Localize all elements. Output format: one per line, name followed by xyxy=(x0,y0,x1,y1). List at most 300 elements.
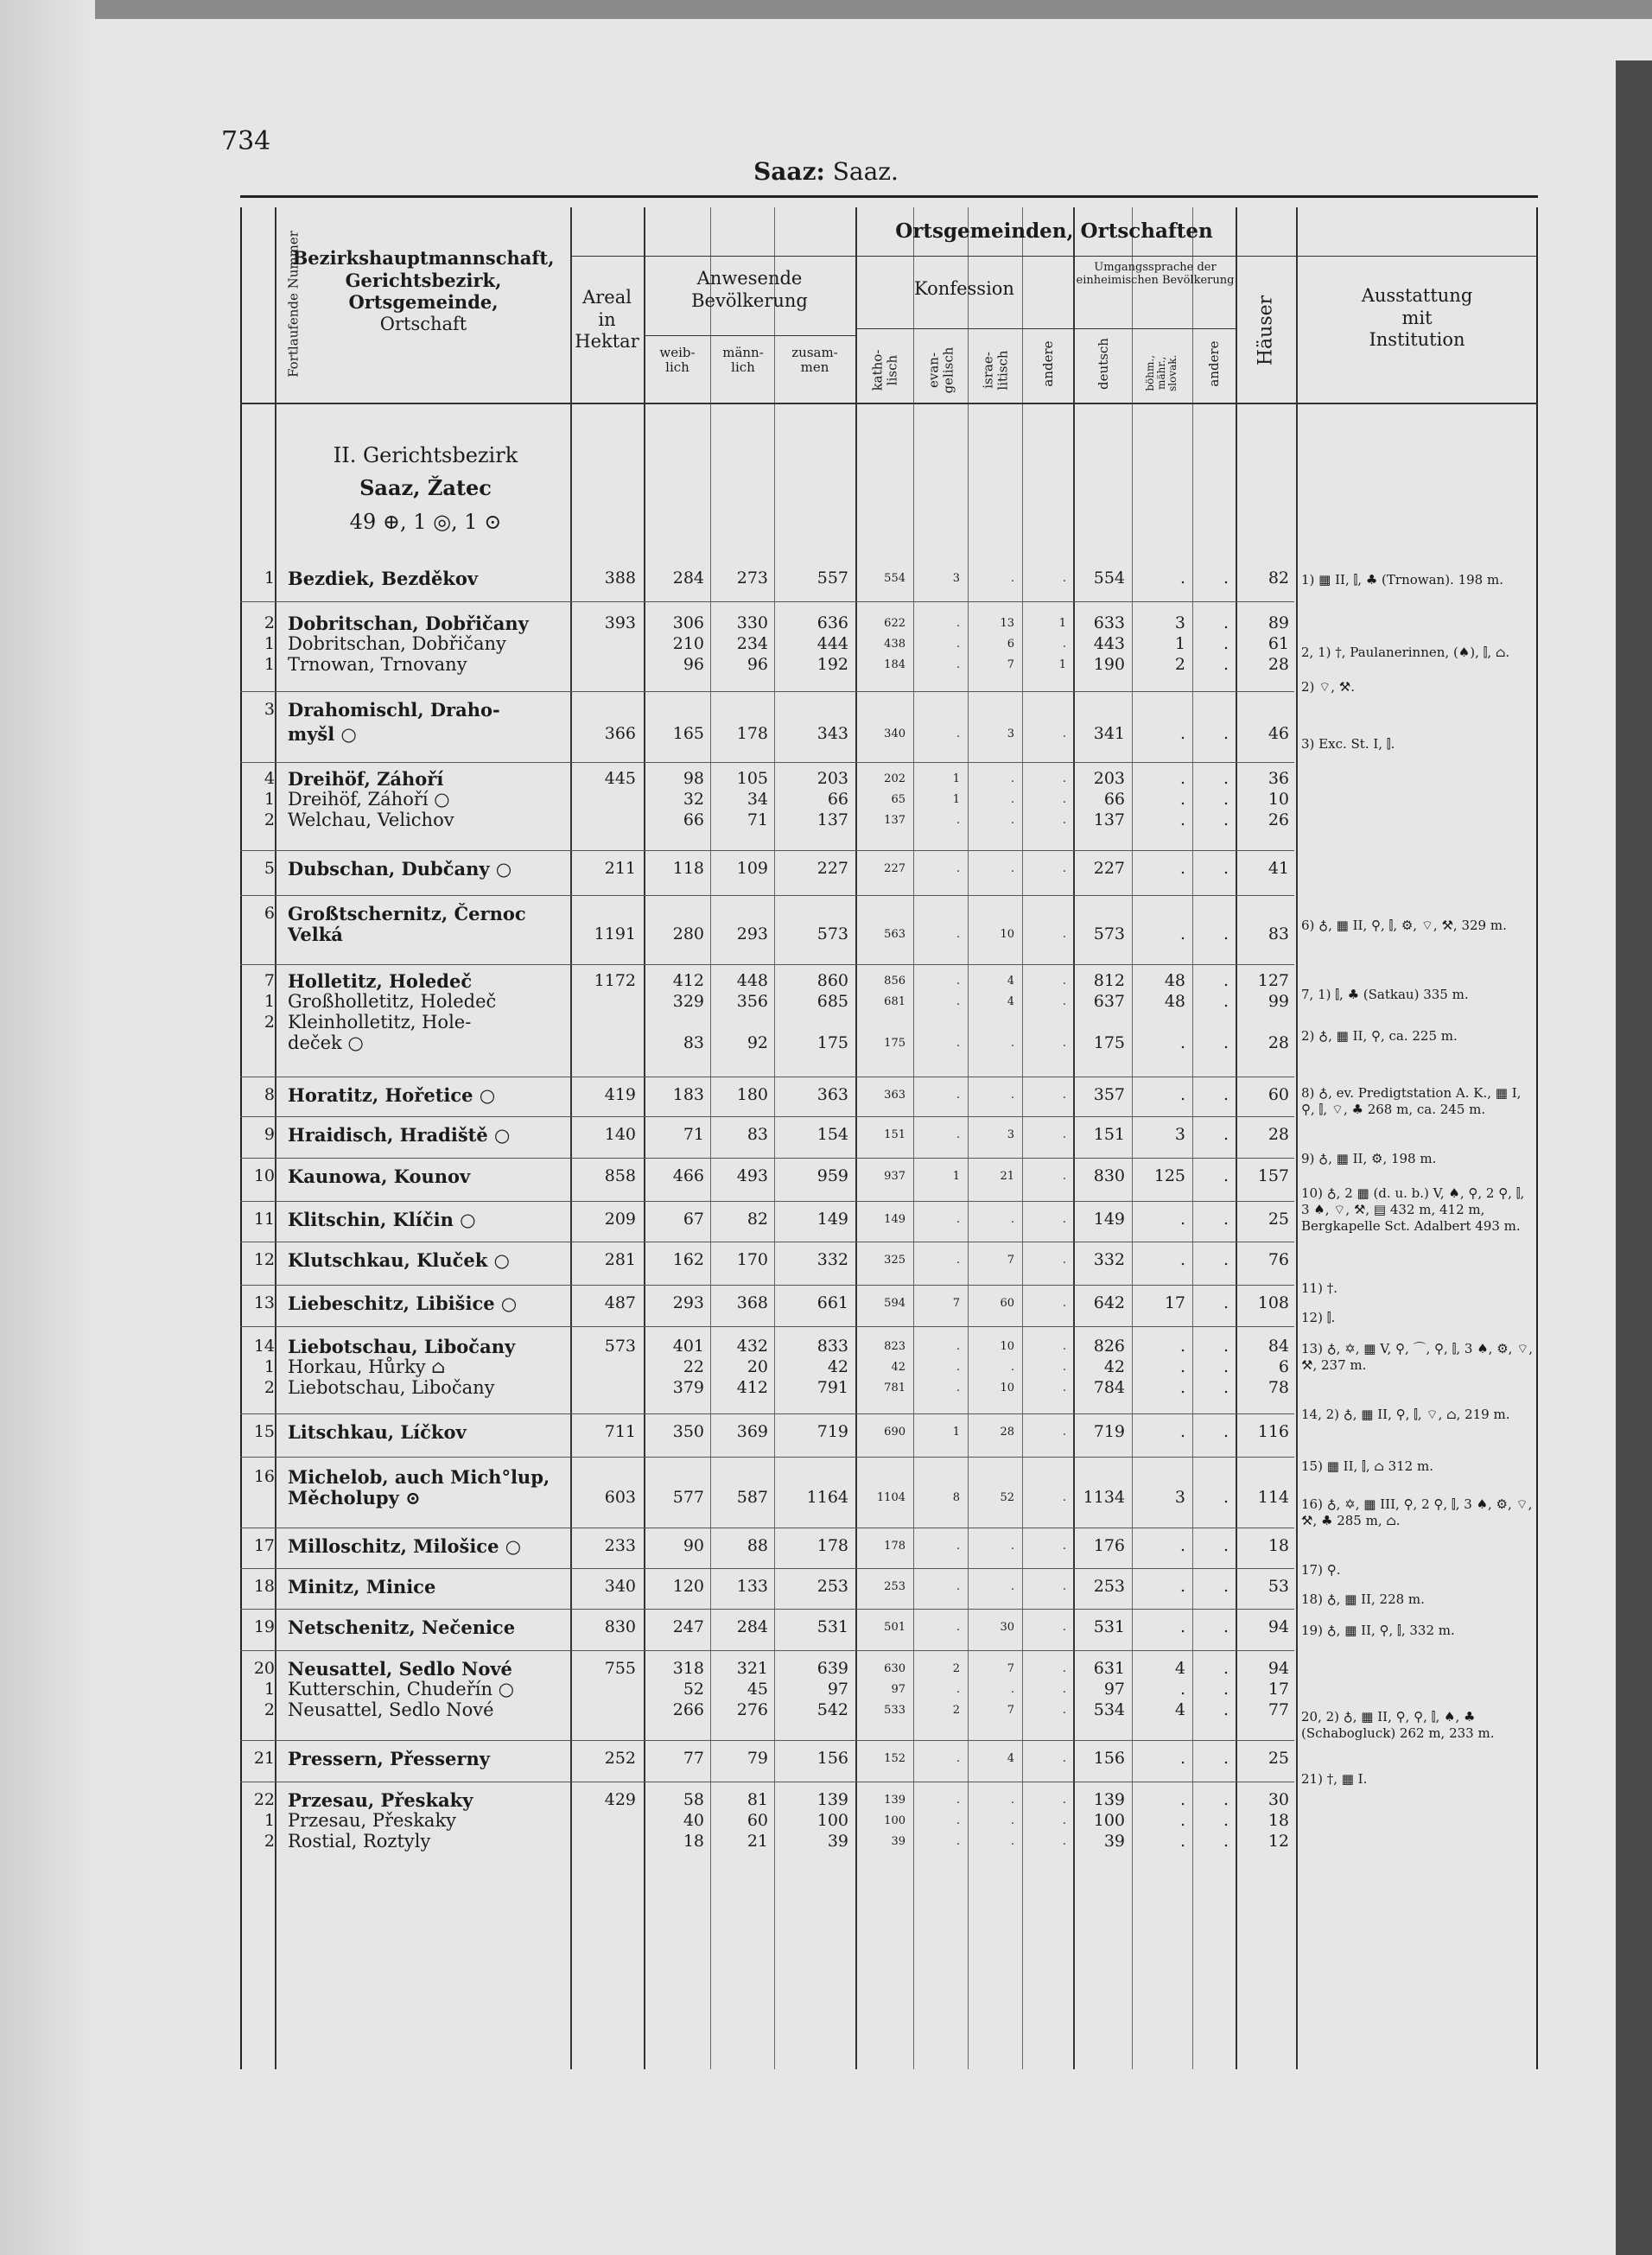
cell-area: 388 xyxy=(604,569,636,588)
amenity-note: 13) ♁, ✡, ▦ V, ⚲, ⌒, ⚲, ⫿, 3 ♠, ⚙, ⌔, ⚒, 237 m. xyxy=(1301,1341,1534,1373)
cell-isr: 3 xyxy=(1007,1128,1014,1141)
cell-h: 94 xyxy=(1268,1659,1289,1678)
amenity-note: 14, 2) ♁, ▦ II, ⚲, ⫿, ⌔, ⌂, 219 m. xyxy=(1301,1407,1510,1422)
row-number: 2 xyxy=(264,1013,275,1032)
cell-and: 1 xyxy=(1058,658,1066,671)
cell-f: 32 xyxy=(683,790,704,809)
cell-m: 180 xyxy=(736,1085,768,1104)
lang-czech-header: böhm., mähr., slovak. xyxy=(1144,354,1179,391)
cell-area: 1191 xyxy=(594,924,636,943)
cell-m: 21 xyxy=(747,1832,768,1851)
cell-t: 661 xyxy=(816,1293,848,1312)
cell-la: . xyxy=(1223,1749,1229,1768)
amenity-note: 21) †, ▦ I. xyxy=(1301,1771,1368,1787)
amenity-note: 9) ♁, ▦ II, ⚙, 198 m. xyxy=(1301,1151,1437,1166)
cell-de: 1134 xyxy=(1083,1488,1125,1507)
row-separator xyxy=(240,1285,1294,1286)
row-separator xyxy=(240,1568,1294,1569)
cell-kat: 630 xyxy=(884,1662,905,1675)
place-name: Hraidisch, Hradiště ○ xyxy=(288,1124,511,1146)
cell-f: 71 xyxy=(683,1125,704,1144)
cell-de: 534 xyxy=(1093,1700,1125,1719)
cell-de: 97 xyxy=(1103,1680,1125,1699)
cell-m: 34 xyxy=(747,790,768,809)
cell-isr: . xyxy=(1010,1580,1014,1593)
cell-la: . xyxy=(1223,1293,1229,1312)
cell-la: . xyxy=(1223,1536,1229,1555)
row-separator xyxy=(240,1413,1294,1414)
place-name: Liebotschau, Libočany xyxy=(288,1336,516,1357)
cell-cz: . xyxy=(1179,1617,1185,1636)
row-number: 7 xyxy=(264,971,275,990)
cell-la: . xyxy=(1223,1700,1229,1719)
cell-de: 227 xyxy=(1093,859,1125,878)
place-name: Neusattel, Sedlo Nové xyxy=(288,1658,512,1680)
cell-m: 368 xyxy=(736,1293,768,1312)
cell-t: 192 xyxy=(816,655,848,674)
row-separator xyxy=(240,850,1294,851)
cell-de: 784 xyxy=(1093,1378,1125,1397)
cell-kat: 178 xyxy=(884,1540,905,1553)
cell-isr: 28 xyxy=(1000,1426,1014,1439)
table-row xyxy=(240,1749,1538,1769)
row-number: 8 xyxy=(264,1085,275,1104)
cell-isr: 7 xyxy=(1007,1704,1014,1717)
district-line-4: Ortschaft xyxy=(379,313,467,334)
cell-la: . xyxy=(1223,1790,1229,1809)
amenity-note: 2) ♁, ▦ II, ⚲, ca. 225 m. xyxy=(1301,1028,1458,1044)
cell-cz: 48 xyxy=(1164,971,1185,990)
row-number: 2 xyxy=(264,1700,275,1719)
cell-h: 17 xyxy=(1268,1680,1289,1699)
cell-isr: 10 xyxy=(1000,1382,1014,1394)
cell-and: . xyxy=(1062,727,1066,740)
cell-cz: . xyxy=(1179,1085,1185,1104)
row-number: 2 xyxy=(264,1832,275,1851)
cell-cz: . xyxy=(1179,810,1185,829)
cell-area: 140 xyxy=(604,1125,636,1144)
place-name: Liebeschitz, Libišice ○ xyxy=(288,1293,518,1314)
cell-cz: . xyxy=(1179,1680,1185,1699)
cell-area: 445 xyxy=(604,769,636,788)
cell-ev: . xyxy=(956,814,960,827)
cell-and: . xyxy=(1062,1621,1066,1634)
cell-de: 42 xyxy=(1103,1357,1125,1376)
cell-de: 631 xyxy=(1093,1659,1125,1678)
row-number: 1 xyxy=(264,1357,275,1376)
cell-la: . xyxy=(1223,1125,1229,1144)
place-name: Przesau, Přeskaky xyxy=(288,1789,473,1811)
table-row xyxy=(240,1166,1538,1186)
cell-and: . xyxy=(1062,1089,1066,1102)
cell-f: 247 xyxy=(672,1617,704,1636)
cell-and: . xyxy=(1062,928,1066,941)
cell-and: . xyxy=(1062,1835,1066,1848)
cell-t: 833 xyxy=(816,1337,848,1356)
cell-isr: . xyxy=(1010,862,1014,875)
district-line-3: Ortsgemeinde, xyxy=(348,291,499,314)
row-number: 14 xyxy=(253,1337,275,1356)
cell-f: 22 xyxy=(683,1357,704,1376)
cell-f: 577 xyxy=(672,1488,704,1507)
place-name: Měcholupy ⊙ xyxy=(288,1487,421,1509)
cell-kat: 137 xyxy=(884,814,905,827)
cell-cz: . xyxy=(1179,1577,1185,1596)
row-number: 15 xyxy=(253,1422,275,1441)
cell-kat: 340 xyxy=(884,727,905,740)
cell-ev: . xyxy=(956,1814,960,1827)
cell-kat: 202 xyxy=(884,772,905,785)
cell-de: 812 xyxy=(1093,971,1125,990)
place-name: Dreihöf, Záhoří ○ xyxy=(288,789,450,810)
cell-t: 66 xyxy=(827,790,848,809)
place-name: Großtschernitz, Černoc xyxy=(288,903,526,924)
cell-f: 183 xyxy=(672,1085,704,1104)
cell-t: 100 xyxy=(816,1811,848,1830)
table-row xyxy=(240,1422,1538,1442)
amenities-line-3: Institution xyxy=(1369,329,1465,351)
cell-ev: . xyxy=(956,1580,960,1593)
cell-isr: 4 xyxy=(1007,995,1014,1008)
cell-de: 149 xyxy=(1093,1210,1125,1229)
cell-and: . xyxy=(1062,1491,1066,1504)
cell-area: 711 xyxy=(604,1422,636,1441)
place-name: Kutterschin, Chudeřín ○ xyxy=(288,1679,515,1699)
cell-h: 28 xyxy=(1268,1033,1289,1052)
cell-t: 636 xyxy=(816,613,848,632)
cell-de: 151 xyxy=(1093,1125,1125,1144)
cell-kat: 690 xyxy=(884,1426,905,1439)
cell-la: . xyxy=(1223,1811,1229,1830)
cell-isr: 52 xyxy=(1000,1491,1014,1504)
cell-isr: . xyxy=(1010,1835,1014,1848)
row-number: 1 xyxy=(264,790,275,809)
lang-german-header: deutsch xyxy=(1096,338,1111,390)
cell-m: 81 xyxy=(747,1790,768,1809)
cell-t: 139 xyxy=(816,1790,848,1809)
cell-ev: 1 xyxy=(952,772,960,785)
district-header xyxy=(276,247,570,335)
cell-h: 108 xyxy=(1257,1293,1289,1312)
cell-h: 78 xyxy=(1268,1378,1289,1397)
ordinal-header: Fortlaufende Nummer xyxy=(285,231,302,378)
cell-and: . xyxy=(1062,1814,1066,1827)
cell-kat: 501 xyxy=(884,1621,905,1634)
row-number: 12 xyxy=(253,1250,275,1269)
cell-t: 175 xyxy=(816,1033,848,1052)
place-name: Przesau, Přeskaky xyxy=(288,1810,457,1831)
cell-kat: 97 xyxy=(891,1683,905,1696)
cell-cz: 125 xyxy=(1153,1166,1185,1185)
rel-catholic-header: katho- lisch xyxy=(869,349,899,391)
cell-t: 1164 xyxy=(806,1488,848,1507)
rel-other-header: andere xyxy=(1040,340,1056,387)
cell-m: 83 xyxy=(747,1125,768,1144)
table-row xyxy=(240,769,1538,789)
cell-area: 419 xyxy=(604,1085,636,1104)
cell-la: . xyxy=(1223,1422,1229,1441)
row-number: 1 xyxy=(264,1811,275,1830)
cell-isr: 10 xyxy=(1000,928,1014,941)
cell-t: 178 xyxy=(816,1536,848,1555)
rel-rule xyxy=(855,328,1073,329)
cell-ev: 2 xyxy=(952,1662,960,1675)
place-name: Bezdiek, Bezděkov xyxy=(288,568,479,589)
cell-and: . xyxy=(1062,1297,1066,1310)
page-top-edge xyxy=(95,0,1652,19)
cell-t: 542 xyxy=(816,1700,848,1719)
place-name: Kleinholletitz, Hole- xyxy=(288,1012,472,1032)
cell-la: . xyxy=(1223,1166,1229,1185)
row-number: 1 xyxy=(264,569,275,588)
pop-male-header: männ- lich xyxy=(722,345,764,376)
place-name: Dubschan, Dubčany ○ xyxy=(288,858,512,880)
cell-f: 66 xyxy=(683,810,704,829)
cell-t: 557 xyxy=(816,569,848,588)
cell-la: . xyxy=(1223,1488,1229,1507)
cell-de: 637 xyxy=(1093,992,1125,1011)
table-row xyxy=(240,1832,1538,1852)
cell-area: 755 xyxy=(604,1659,636,1678)
place-name: Horkau, Hůrky ⌂ xyxy=(288,1356,446,1377)
cell-de: 190 xyxy=(1093,655,1125,674)
cell-f: 98 xyxy=(683,769,704,788)
place-name: Trnowan, Trnovany xyxy=(288,654,467,675)
cell-kat: 100 xyxy=(884,1814,905,1827)
cell-f: 210 xyxy=(672,634,704,653)
row-separator xyxy=(240,1201,1294,1202)
amenities-line-2: mit xyxy=(1401,307,1433,328)
place-name: Netschenitz, Nečenice xyxy=(288,1617,516,1638)
row-number: 11 xyxy=(253,1210,275,1229)
cell-f: 67 xyxy=(683,1210,704,1229)
cell-isr: . xyxy=(1010,1683,1014,1696)
page-left-shadow xyxy=(0,0,95,2255)
amenity-note: 11) †. xyxy=(1301,1280,1337,1296)
amenity-note: 17) ⚲. xyxy=(1301,1562,1341,1578)
cell-la: . xyxy=(1223,1357,1229,1376)
cell-ev: . xyxy=(956,975,960,988)
group-rule xyxy=(570,256,1538,257)
cell-and: . xyxy=(1062,1037,1066,1050)
cell-m: 321 xyxy=(736,1659,768,1678)
cell-m: 293 xyxy=(736,924,768,943)
cell-de: 156 xyxy=(1093,1749,1125,1768)
cell-t: 343 xyxy=(816,724,848,743)
cell-m: 234 xyxy=(736,634,768,653)
table-row xyxy=(240,700,1538,720)
row-number: 13 xyxy=(253,1293,275,1312)
place-name: Klutschkau, Kluček ○ xyxy=(288,1249,510,1271)
cell-h: 30 xyxy=(1268,1790,1289,1809)
cell-area: 281 xyxy=(604,1250,636,1269)
cell-and: . xyxy=(1062,772,1066,785)
cell-h: 28 xyxy=(1268,1125,1289,1144)
cell-ev: . xyxy=(956,658,960,671)
cell-isr: . xyxy=(1010,793,1014,806)
cell-h: 94 xyxy=(1268,1617,1289,1636)
cell-kat: 65 xyxy=(891,793,905,806)
cell-h: 84 xyxy=(1268,1337,1289,1356)
cell-isr: . xyxy=(1010,772,1014,785)
cell-cz: . xyxy=(1179,1749,1185,1768)
cell-m: 96 xyxy=(747,655,768,674)
cell-de: 633 xyxy=(1093,613,1125,632)
cell-and: . xyxy=(1062,572,1066,585)
cell-ev: 8 xyxy=(952,1491,960,1504)
cell-and: . xyxy=(1062,1752,1066,1765)
place-name: Rostial, Roztyly xyxy=(288,1831,431,1852)
cell-area: 366 xyxy=(604,724,636,743)
amenity-note: 7, 1) ⫿, ♣ (Satkau) 335 m. xyxy=(1301,987,1469,1002)
lang-other-header: andere xyxy=(1206,340,1222,387)
place-name: Pressern, Přesserny xyxy=(288,1748,490,1769)
cell-isr: 21 xyxy=(1000,1170,1014,1183)
cell-de: 642 xyxy=(1093,1293,1125,1312)
cell-t: 39 xyxy=(827,1832,848,1851)
district-line-1: Bezirkshauptmannschaft, xyxy=(292,247,555,269)
cell-area: 340 xyxy=(604,1577,636,1596)
cell-ev: . xyxy=(956,1382,960,1394)
rel-evangelical-header: evan- gelisch xyxy=(925,346,956,394)
area-header xyxy=(570,287,644,353)
amenity-note: 15) ▦ II, ⫿, ⌂ 312 m. xyxy=(1301,1458,1433,1474)
running-head-light: Saaz. xyxy=(824,157,899,186)
cell-kat: 253 xyxy=(884,1580,905,1593)
cell-de: 719 xyxy=(1093,1422,1125,1441)
cell-m: 284 xyxy=(736,1617,768,1636)
cell-and: . xyxy=(1062,1213,1066,1226)
cell-isr: . xyxy=(1010,1361,1014,1374)
cell-de: 830 xyxy=(1093,1166,1125,1185)
cell-cz: 3 xyxy=(1174,1125,1185,1144)
pop-rule xyxy=(644,335,855,336)
cell-isr: . xyxy=(1010,1540,1014,1553)
table-row xyxy=(240,1680,1538,1699)
cell-f: 58 xyxy=(683,1790,704,1809)
cell-isr: 10 xyxy=(1000,1340,1014,1353)
cell-f: 40 xyxy=(683,1811,704,1830)
cell-h: 83 xyxy=(1268,924,1289,943)
cell-cz: 4 xyxy=(1174,1700,1185,1719)
cell-area: 429 xyxy=(604,1790,636,1809)
cell-cz: . xyxy=(1179,1422,1185,1441)
cell-la: . xyxy=(1223,1250,1229,1269)
cell-cz: 3 xyxy=(1174,1488,1185,1507)
cell-cz: 3 xyxy=(1174,613,1185,632)
row-separator xyxy=(240,1326,1294,1327)
pop-female-header: weib- lich xyxy=(659,345,696,376)
cell-ev: . xyxy=(956,1794,960,1807)
cell-m: 82 xyxy=(747,1210,768,1229)
cell-t: 253 xyxy=(816,1577,848,1596)
cell-kat: 438 xyxy=(884,638,905,651)
cell-kat: 681 xyxy=(884,995,905,1008)
cell-and: . xyxy=(1062,1704,1066,1717)
cell-ev: . xyxy=(956,1213,960,1226)
section-heading xyxy=(285,439,566,538)
cell-h: 116 xyxy=(1257,1422,1289,1441)
cell-t: 573 xyxy=(816,924,848,943)
cell-ev: . xyxy=(956,1340,960,1353)
cell-la: . xyxy=(1223,790,1229,809)
cell-f: 120 xyxy=(672,1577,704,1596)
amenities-header xyxy=(1296,285,1538,352)
cell-t: 156 xyxy=(816,1749,848,1768)
cell-and: . xyxy=(1062,814,1066,827)
row-separator xyxy=(240,964,1294,965)
cell-h: 26 xyxy=(1268,810,1289,829)
cell-ev: . xyxy=(956,617,960,630)
cell-ev: 1 xyxy=(952,793,960,806)
cell-la: . xyxy=(1223,769,1229,788)
table-row xyxy=(240,810,1538,830)
cell-f: 83 xyxy=(683,1033,704,1052)
cell-isr: . xyxy=(1010,1814,1014,1827)
cell-f: 401 xyxy=(672,1337,704,1356)
cell-and: . xyxy=(1062,1683,1066,1696)
cell-and: . xyxy=(1062,1794,1066,1807)
cell-la: . xyxy=(1223,655,1229,674)
cell-h: 46 xyxy=(1268,724,1289,743)
cell-and: . xyxy=(1062,1426,1066,1439)
cell-t: 791 xyxy=(816,1378,848,1397)
cell-ev: . xyxy=(956,1037,960,1050)
cell-kat: 622 xyxy=(884,617,905,630)
cell-ev: . xyxy=(956,1540,960,1553)
cell-isr: . xyxy=(1010,1794,1014,1807)
table-row xyxy=(240,1378,1538,1398)
row-number: 6 xyxy=(264,904,275,923)
cell-m: 88 xyxy=(747,1536,768,1555)
cell-la: . xyxy=(1223,613,1229,632)
cell-isr: 60 xyxy=(1000,1297,1014,1310)
cell-and: . xyxy=(1062,793,1066,806)
cell-kat: 227 xyxy=(884,862,905,875)
cell-m: 276 xyxy=(736,1700,768,1719)
row-separator xyxy=(240,762,1294,763)
cell-t: 332 xyxy=(816,1250,848,1269)
cell-de: 573 xyxy=(1093,924,1125,943)
cell-m: 60 xyxy=(747,1811,768,1830)
cell-t: 227 xyxy=(816,859,848,878)
pop-total-header: zusam- men xyxy=(791,345,838,376)
cell-cz: . xyxy=(1179,1250,1185,1269)
cell-and: . xyxy=(1062,862,1066,875)
row-number: 18 xyxy=(253,1577,275,1596)
cell-cz: . xyxy=(1179,1832,1185,1851)
running-head xyxy=(0,157,1652,186)
cell-h: 127 xyxy=(1257,971,1289,990)
cell-t: 959 xyxy=(816,1166,848,1185)
cell-de: 253 xyxy=(1093,1577,1125,1596)
cell-isr: 7 xyxy=(1007,658,1014,671)
row-number: 2 xyxy=(264,613,275,632)
amenity-note: 20, 2) ♁, ▦ II, ⚲, ⚲, ⫿, ♠, ♣ (Schabogluck) 262 m, 233 m. xyxy=(1301,1709,1495,1741)
row-number: 22 xyxy=(253,1790,275,1809)
cell-cz: . xyxy=(1179,1378,1185,1397)
cell-la: . xyxy=(1223,1378,1229,1397)
cell-and: . xyxy=(1062,1128,1066,1141)
cell-area: 393 xyxy=(604,613,636,632)
population-line-2: Bevölkerung xyxy=(691,289,808,311)
cell-ev: . xyxy=(956,995,960,1008)
cell-cz: 1 xyxy=(1174,634,1185,653)
cell-h: 41 xyxy=(1268,859,1289,878)
amenity-note: 6) ♁, ▦ II, ⚲, ⫿, ⚙, ⌔, ⚒, 329 m. xyxy=(1301,918,1507,933)
cell-f: 306 xyxy=(672,613,704,632)
cell-cz: . xyxy=(1179,924,1185,943)
